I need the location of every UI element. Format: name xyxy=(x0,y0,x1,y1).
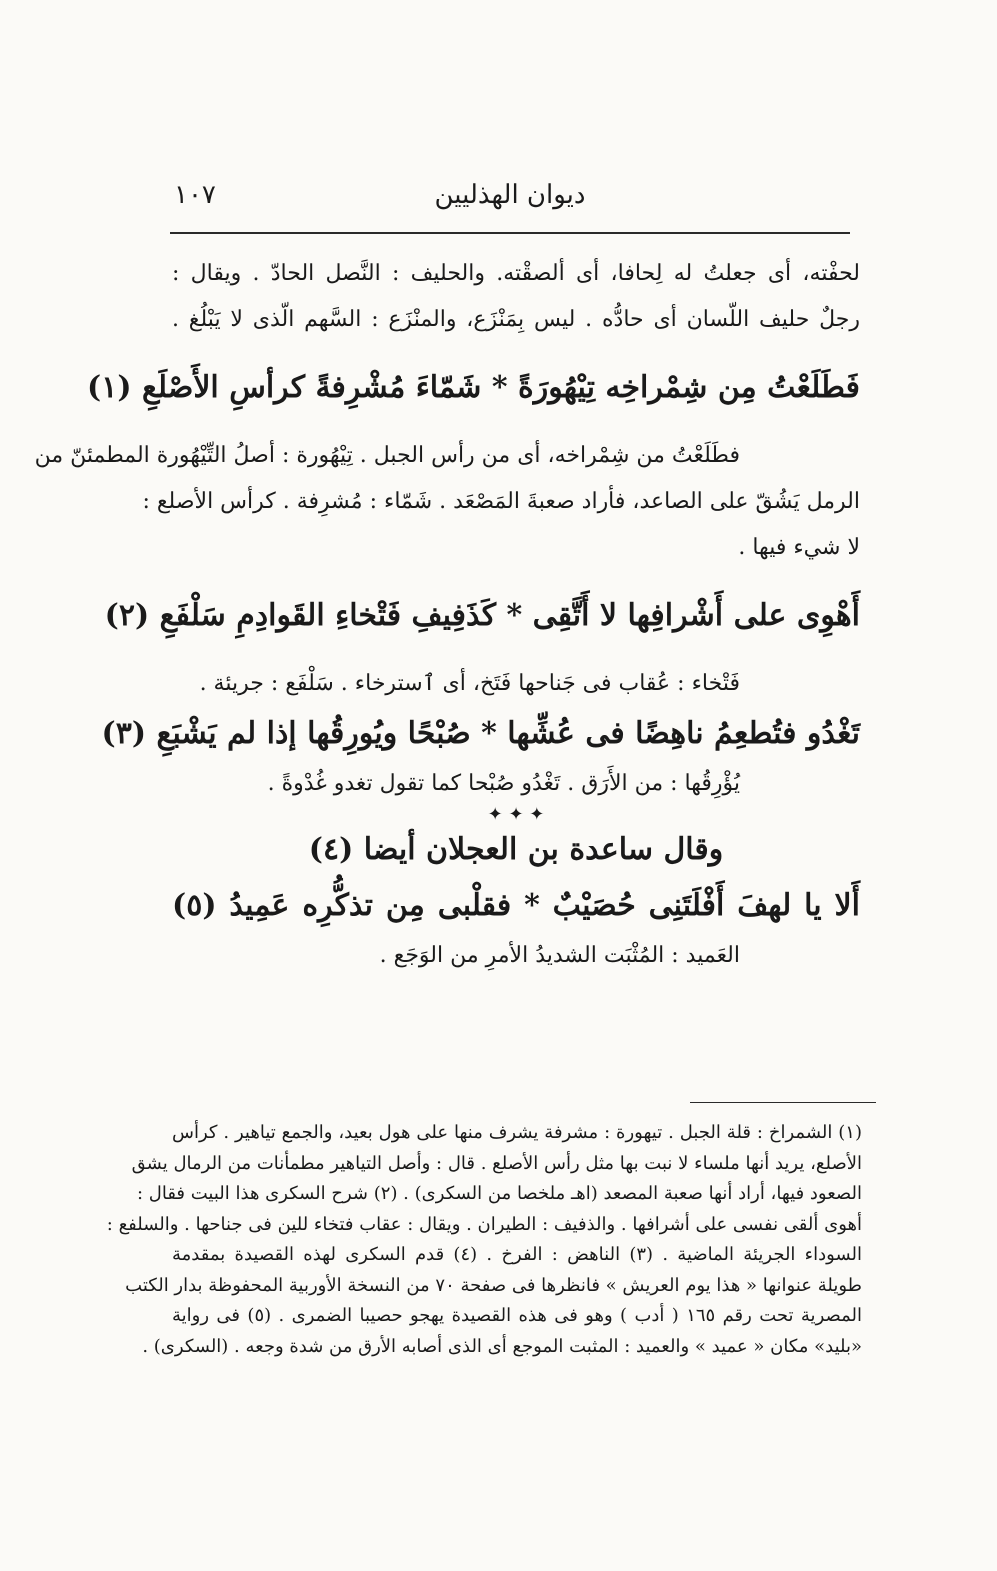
footnote-line: (١) الشمراخ : قلة الجبل . تيهورة : مشرفة يشرف منها على هول بعيد، والجمع تياهير . كرأس xyxy=(172,1122,862,1143)
running-header xyxy=(170,176,850,234)
footnote-line: أهوى ألقى نفسى على أشرافها . والذفيف : الطيران . ويقال : عقاب فتخاء للين فى جناحها . والسلفع : xyxy=(106,1213,862,1235)
commentary-line: فطَلَعْتُ من شِمْراخه، أى من رأس الجبل . تِيْهُورة : أصلُ التِّيْهُورة المطمئنّ من xyxy=(34,443,740,468)
commentary-line: العَميد : المُثْبَت الشديدُ الأمرِ من الوَجَع . xyxy=(379,943,740,968)
footnote-line: السوداء الجريئة الماضية . (٣) الناهض : الفرخ . (٤) قدم السكرى لهذه القصيدة بمقدمة xyxy=(172,1244,863,1265)
commentary-line: فَتْخاء : عُقاب فى جَناحها فَتَخ، أى ٱسترخاء . سَلْفَع : جريئة . xyxy=(199,671,740,696)
verse-line: أَلا يا لهفَ أَفْلَتَنِى حُصَيْبٌ * فقلْبى مِن تذكُّرِه عَمِيدُ (٥) xyxy=(172,888,860,923)
verse-line: تَغْدُو فتُطعِمُ ناهِضًا فى عُشِّها * صُبْحًا ويُورِقُها إذا لم يَشْبَعِ (٣) xyxy=(101,716,860,751)
page-number: ١٠٧ xyxy=(174,180,216,210)
main-text xyxy=(34,260,860,970)
verse-line: فَطَلَعْتُ مِن شِمْراخِه تِيْهُورَةً * شَمّاءَ مُشْرِفةً كرأسِ الأَصْلَعِ (١) xyxy=(86,370,860,405)
commentary-line: رجلٌ حليف اللّسان أى حادُّه . ليس بِمَنْزَع، والمنْزَع : السَّهم الّذى لا يَبْلُغ . xyxy=(172,307,860,332)
footnote-rule xyxy=(690,1102,876,1103)
footnote-line: المصرية تحت رقم ١٦٥ ( أدب ) وهو فى هذه القصيدة يهجو حصيبا الضمرى . (٥) فى رواية xyxy=(172,1305,863,1326)
footnote-line: طويلة عنوانها « هذا يوم العريش » فانظرها فى صفحة ٧٠ من النسخة الأوربية المحفوظة بدار الكتب xyxy=(125,1274,862,1296)
commentary-line: الرمل يَشُقّ على الصاعد، فأراد صعبةَ المَصْعَد . شَمّاء : مُشرِفة . كرأس الأصلع : xyxy=(142,489,860,514)
commentary-line: لا شيء فيها . xyxy=(738,535,860,560)
commentary-line: يُؤْرِقُها : من الأَرَق . تَغْدُو صُبْحا كما تقول تغدو غُدْوةً . xyxy=(267,771,740,796)
commentary-line: لحفْته، أى جعلتُ له لِحافا، أى ألصقْته. والحليف : النَّصل الحادّ . ويقال : xyxy=(172,261,860,286)
poem-title: وقال ساعدة بن العجلان أيضا (٤) xyxy=(308,832,724,867)
running-title: ديوان الهذليين xyxy=(434,180,586,210)
verse-line: أَهْوِى على أَشْرافِها لا أَتَّقِى * كَذَفِيفِ فَتْخاءِ القَوادِمِ سَلْفَعِ (٢) xyxy=(104,598,860,633)
footnote-line: «بليد» مكان « عميد » والعميد : المثبت الموجع أى الذى أصابه الأرق من شدة وجعه . (السكرى) . xyxy=(142,1335,862,1357)
footnote-line: الأصلع، يريد أنها ملساء لا نبت بها مثل رأس الأصلع . قال : وأصل التياهير مطمأنات من الرمال يشق xyxy=(131,1152,862,1174)
section-ornament: ✦ ✦ ✦ xyxy=(487,804,545,825)
footnotes xyxy=(106,1118,863,1362)
footnote-line: الصعود فيها، أراد أنها صعبة المصعد (اهـ ملخصا من السكرى) . (٢) شرح السكرى هذا البيت فقال : xyxy=(136,1183,862,1204)
